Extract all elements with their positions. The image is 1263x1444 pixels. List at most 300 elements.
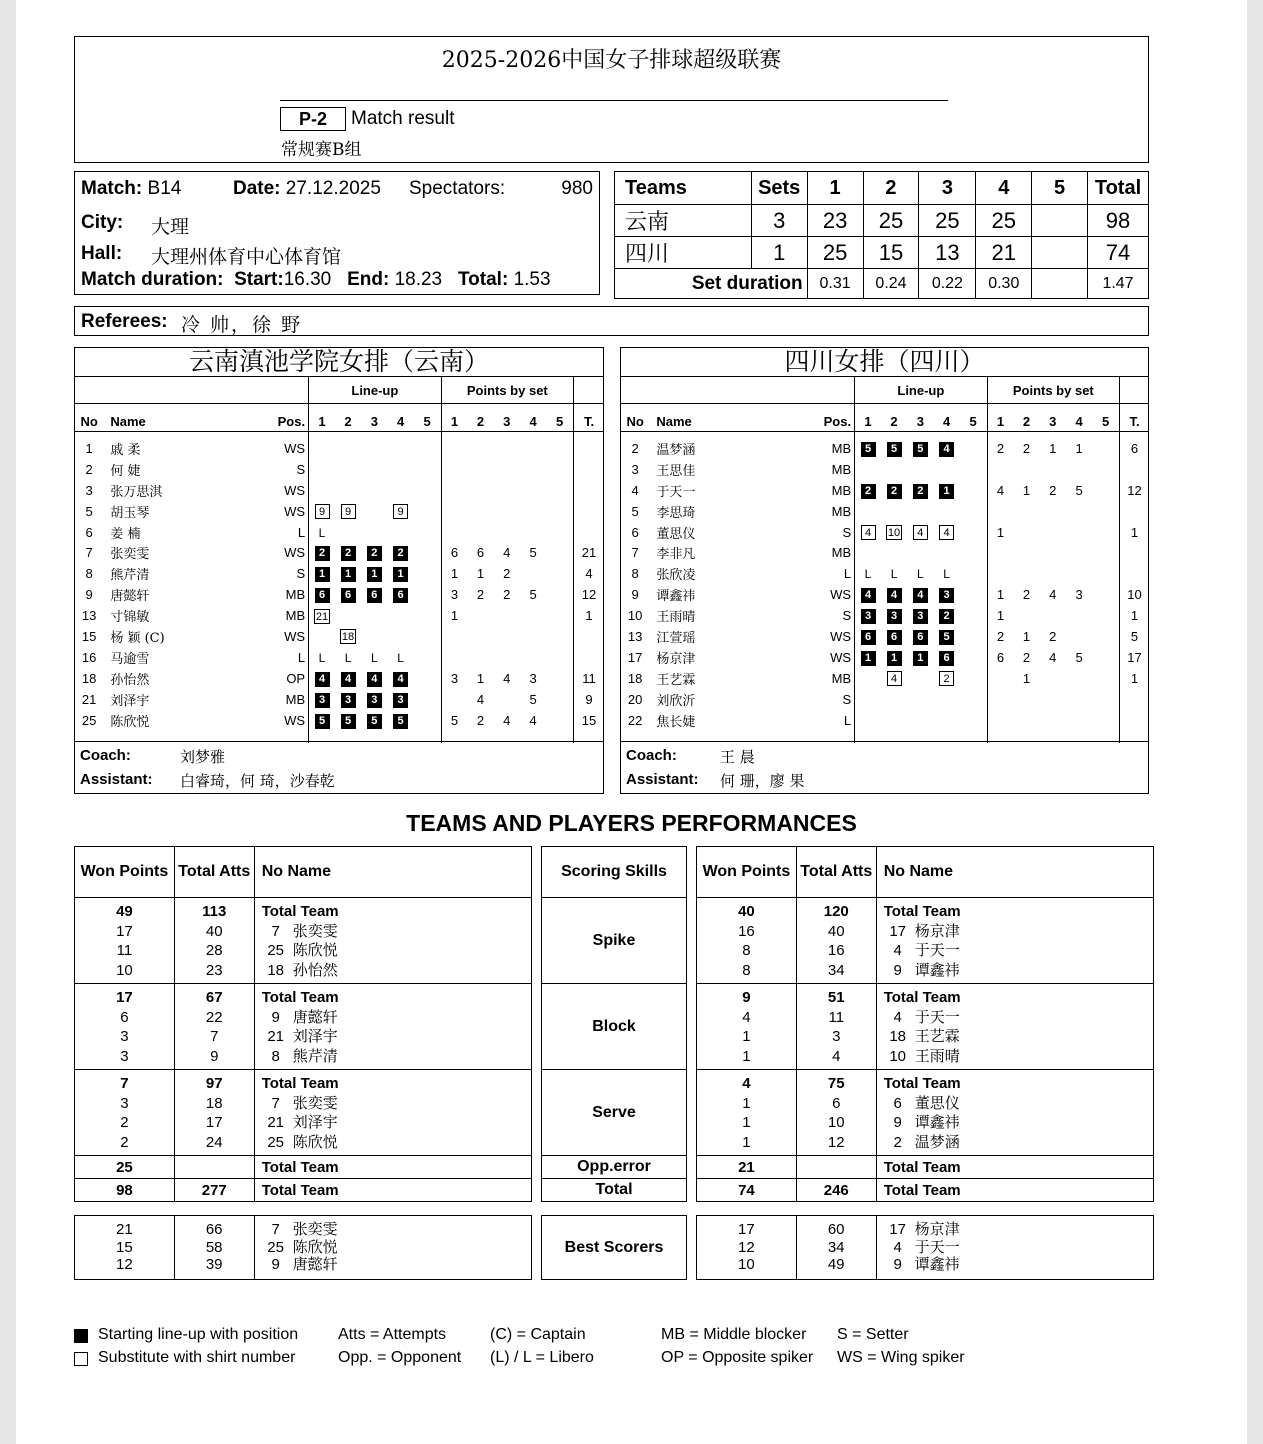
set-points: 2 xyxy=(987,626,1013,647)
player-row xyxy=(74,584,604,605)
player-name: 于天一 xyxy=(914,941,960,959)
set-points xyxy=(520,605,546,626)
set-points: 1 xyxy=(1022,670,1031,686)
player-entry xyxy=(262,1047,531,1067)
lineup-cell xyxy=(855,647,881,668)
player-row xyxy=(74,689,604,710)
starting-position-badge: 3 xyxy=(315,693,330,708)
player-position: S xyxy=(842,608,852,624)
lineup-cell xyxy=(907,563,933,584)
total-points xyxy=(574,647,604,668)
player-name: 唐懿轩 xyxy=(110,589,150,605)
won-points: 1 xyxy=(742,1094,751,1112)
total-atts: 6 xyxy=(832,1094,841,1112)
player-number: 7 xyxy=(271,1221,280,1238)
th-set5: 5 xyxy=(1032,172,1088,205)
lineup-cell xyxy=(855,626,881,647)
player-entry xyxy=(884,961,1153,981)
total-points xyxy=(1120,542,1149,563)
legend-atts: Atts = Attempts xyxy=(338,1326,447,1343)
set-points: 4 xyxy=(1049,649,1057,665)
player-name: 陈欣悦 xyxy=(110,714,150,730)
player-row xyxy=(620,563,1149,584)
total-atts: 7 xyxy=(210,1028,219,1045)
col-points-set: 5 xyxy=(1092,404,1119,432)
lineup-cell xyxy=(335,668,361,689)
set-points xyxy=(1040,710,1066,731)
set-points xyxy=(546,605,573,626)
set-points: 3 xyxy=(441,584,467,605)
player-position: L xyxy=(843,712,852,728)
player-position: L xyxy=(843,566,852,582)
doc-title: Match result xyxy=(351,108,455,129)
player-number: 25 xyxy=(267,1133,285,1151)
set-points: 4 xyxy=(503,670,511,686)
starting-position-badge: 1 xyxy=(887,651,902,666)
total-team-label: Total Team xyxy=(261,989,339,1006)
player-number: 4 xyxy=(893,942,902,959)
lineup-cell xyxy=(309,501,335,522)
lineup-cell xyxy=(387,584,413,605)
player-number: 9 xyxy=(271,1008,280,1026)
set-points: 5 xyxy=(529,545,537,561)
player-name: 王雨晴 xyxy=(656,610,696,626)
player-row xyxy=(74,542,604,563)
player-number: 9 xyxy=(631,587,639,603)
player-name: 姜 楠 xyxy=(110,526,141,542)
total-points xyxy=(574,459,604,480)
won-points: 8 xyxy=(742,942,751,959)
set-points xyxy=(987,668,1013,689)
total-points: 1 xyxy=(1120,668,1149,689)
player-name: 刘泽宇 xyxy=(292,1113,338,1131)
won-points: 7 xyxy=(120,1075,129,1092)
set-points xyxy=(987,710,1013,731)
won-points-header: Won Points xyxy=(697,847,797,898)
starting-position-badge: 2 xyxy=(367,546,382,561)
col-lineup-set: 2 xyxy=(335,404,361,432)
set-points xyxy=(546,522,573,543)
total-atts: 22 xyxy=(205,1008,223,1026)
best-total-atts: 58 xyxy=(205,1238,223,1256)
total-points: 1 xyxy=(1120,605,1149,626)
lineup-cell xyxy=(335,438,361,459)
set-points xyxy=(1092,438,1119,459)
set-points xyxy=(1066,542,1092,563)
set-points xyxy=(520,647,546,668)
player-name: 唐懿轩 xyxy=(292,1255,338,1273)
player-name: 张奕雯 xyxy=(292,921,338,940)
lineup-cell xyxy=(960,438,987,459)
player-name: 孙怡然 xyxy=(292,960,338,979)
lineup-cell xyxy=(309,563,335,584)
player-row xyxy=(620,438,1149,459)
won-points: 4 xyxy=(742,1075,751,1092)
lineup-cell xyxy=(414,647,441,668)
total-atts: 246 xyxy=(796,1179,876,1202)
player-position: WS xyxy=(284,503,306,519)
starting-position-badge: 6 xyxy=(861,630,876,645)
won-points: 40 xyxy=(738,903,755,920)
set-points xyxy=(987,689,1013,710)
total-points: 1 xyxy=(1120,522,1149,543)
score-table xyxy=(614,171,1149,299)
player-name: 孙怡然 xyxy=(110,672,150,688)
lineup-cell xyxy=(309,459,335,480)
lineup-cell xyxy=(881,563,907,584)
th-set2: 2 xyxy=(863,172,919,205)
player-number: 7 xyxy=(271,1094,280,1112)
player-name: 王艺霖 xyxy=(656,672,696,688)
set-points xyxy=(520,438,546,459)
team-a-performance xyxy=(74,846,532,1202)
player-row xyxy=(620,689,1149,710)
player-position: WS xyxy=(284,440,306,456)
set-points xyxy=(1092,605,1119,626)
player-name: 王艺霖 xyxy=(914,1027,960,1045)
match-info-box xyxy=(74,171,600,295)
lineup-cell xyxy=(907,689,933,710)
player-number: 2 xyxy=(631,440,639,456)
total-atts: 34 xyxy=(827,961,845,979)
won-points: 6 xyxy=(120,1008,129,1026)
referees-box xyxy=(74,306,1149,336)
starting-position-badge: 6 xyxy=(341,588,356,603)
set-points xyxy=(441,480,467,501)
col-pos: Pos. xyxy=(258,404,309,432)
lineup-cell xyxy=(387,542,413,563)
lineup-cell xyxy=(387,563,413,584)
total-points: 9 xyxy=(574,689,604,710)
substitute-badge: 2 xyxy=(939,671,954,686)
set-points xyxy=(494,459,520,480)
total-points: 17 xyxy=(1120,647,1149,668)
starting-position-badge: 4 xyxy=(367,672,382,687)
total-team-label: Total Team xyxy=(876,1179,1153,1202)
total-points: 6 xyxy=(1120,438,1149,459)
player-name: 刘泽宇 xyxy=(292,1027,338,1045)
player-position: S xyxy=(842,691,852,707)
starting-position-badge: 1 xyxy=(341,567,356,582)
team-b-roster xyxy=(620,377,1149,743)
player-row xyxy=(74,563,604,584)
total-atts: 9 xyxy=(210,1047,219,1065)
lineup-cell xyxy=(881,522,907,543)
lineup-cell xyxy=(335,584,361,605)
player-row xyxy=(620,522,1149,543)
roster-group-header xyxy=(74,377,604,404)
player-position: OP xyxy=(286,670,306,686)
player-name: 王思佳 xyxy=(656,463,696,479)
player-row xyxy=(620,542,1149,563)
player-number: 10 xyxy=(889,1047,907,1065)
libero-mark: L xyxy=(943,567,950,582)
total-atts: 113 xyxy=(202,903,227,920)
scoring-skills-header: Scoring Skills xyxy=(542,847,687,898)
team-b-performance xyxy=(696,846,1154,1202)
legend-mb: MB = Middle blocker xyxy=(661,1326,807,1343)
player-number: 9 xyxy=(893,1256,902,1273)
player-number: 2 xyxy=(893,1133,902,1151)
legend-white-square-icon xyxy=(74,1352,88,1366)
player-row xyxy=(74,459,604,480)
total-atts: 10 xyxy=(827,1114,845,1131)
best-total-atts: 66 xyxy=(205,1221,223,1238)
total-points xyxy=(574,626,604,647)
player-name: 王雨晴 xyxy=(914,1046,960,1065)
player-row xyxy=(74,626,604,647)
substitute-badge: 10 xyxy=(887,527,901,539)
total-points xyxy=(574,501,604,522)
lineup-cell xyxy=(387,501,413,522)
total-atts: 28 xyxy=(205,942,223,959)
set-points xyxy=(1013,522,1039,543)
won-points: 8 xyxy=(742,961,751,979)
set-points xyxy=(546,501,573,522)
set-points: 2 xyxy=(1049,482,1057,498)
player-row xyxy=(74,668,604,689)
legend-ws: WS = Wing spiker xyxy=(837,1349,965,1366)
player-row xyxy=(620,584,1149,605)
player-number: 6 xyxy=(85,524,93,540)
player-name: 熊芹清 xyxy=(292,1046,338,1065)
lineup-cell xyxy=(933,626,959,647)
player-entry xyxy=(262,1027,531,1047)
lineup-cell xyxy=(855,584,881,605)
starting-position-badge: 5 xyxy=(887,442,902,457)
player-name: 马逾雪 xyxy=(110,651,150,667)
set-points xyxy=(520,563,546,584)
starting-position-badge: 3 xyxy=(913,609,928,624)
player-entry xyxy=(884,1133,1153,1153)
player-position: S xyxy=(842,524,852,540)
lineup-cell xyxy=(335,689,361,710)
lineup-cell xyxy=(881,501,907,522)
skill-row xyxy=(75,984,532,1070)
total-atts: 97 xyxy=(205,1075,223,1092)
lineup-cell xyxy=(414,522,441,543)
col-lineup-set: 1 xyxy=(309,404,335,432)
won-points: 17 xyxy=(116,922,133,940)
player-number: 6 xyxy=(631,524,639,540)
col-name: Name xyxy=(104,404,258,432)
set-points xyxy=(1066,605,1092,626)
won-points: 11 xyxy=(116,942,133,959)
best-player xyxy=(262,1256,531,1274)
lineup-cell xyxy=(361,605,387,626)
player-name: 于天一 xyxy=(914,1237,960,1256)
starting-position-badge: 4 xyxy=(887,588,902,603)
total-atts-header: Total Atts xyxy=(796,847,876,898)
set-points xyxy=(520,501,546,522)
set-points xyxy=(987,542,1013,563)
total-points: 12 xyxy=(574,584,604,605)
total-team-label: Total Team xyxy=(254,1156,531,1179)
set-points: 3 xyxy=(1075,587,1083,603)
lineup-cell xyxy=(907,459,933,480)
lineup-cell xyxy=(387,438,413,459)
roster-column-header xyxy=(620,404,1149,432)
col-no: No xyxy=(620,404,650,432)
won-points: 3 xyxy=(120,1047,129,1065)
set-points xyxy=(1092,459,1119,480)
lineup-cell xyxy=(881,626,907,647)
set-points: 2 xyxy=(1022,587,1031,603)
lineup-cell xyxy=(309,689,335,710)
best-total-atts: 34 xyxy=(827,1238,845,1256)
lineup-cell xyxy=(933,542,959,563)
player-name: 杨京津 xyxy=(914,921,960,940)
lineup-cell xyxy=(881,605,907,626)
best-scorers-a xyxy=(74,1215,532,1280)
lineup-cell xyxy=(933,668,959,689)
player-number: 21 xyxy=(267,1028,285,1045)
player-name: 刘欣沂 xyxy=(656,693,696,709)
total-atts: 24 xyxy=(205,1133,223,1151)
libero-mark: L xyxy=(318,525,326,540)
roster-table xyxy=(620,377,1149,743)
set-points xyxy=(1040,563,1066,584)
col-points-set: 1 xyxy=(441,404,467,432)
starting-position-badge: 2 xyxy=(393,546,408,561)
best-won-points: 12 xyxy=(738,1238,755,1256)
total-atts: 40 xyxy=(205,922,223,940)
player-number: 13 xyxy=(627,628,643,644)
player-entry xyxy=(262,1113,531,1133)
set-points: 2 xyxy=(1049,628,1057,644)
player-position: WS xyxy=(284,545,306,561)
th-set3: 3 xyxy=(919,172,976,205)
player-name: 张奕雯 xyxy=(292,1093,338,1112)
date-line: Date: 27.12.2025 xyxy=(233,178,381,199)
player-number: 8 xyxy=(271,1047,280,1065)
player-row xyxy=(620,668,1149,689)
lineup-cell xyxy=(960,459,987,480)
city-label: City: xyxy=(81,212,124,233)
set-points: 2 xyxy=(1022,440,1031,456)
set-points xyxy=(494,605,520,626)
set-points xyxy=(1013,542,1039,563)
total-team-label: Total Team xyxy=(261,903,339,920)
set-points: 6 xyxy=(441,542,467,563)
player-number: 17 xyxy=(889,922,907,940)
player-name: 杨 颖 (C) xyxy=(110,630,165,646)
set-points xyxy=(1092,668,1119,689)
starting-position-badge: 2 xyxy=(887,484,902,499)
libero-mark: L xyxy=(916,567,924,582)
set-points xyxy=(987,563,1013,584)
opp-error-row xyxy=(697,1156,1154,1179)
substitute-badge: 4 xyxy=(861,525,876,540)
col-name: Name xyxy=(650,404,804,432)
player-name: 于天一 xyxy=(914,1007,960,1026)
skill-label: Serve xyxy=(542,1070,687,1156)
lineup-cell xyxy=(387,605,413,626)
total-atts-header: Total Atts xyxy=(174,847,254,898)
player-row xyxy=(620,459,1149,480)
set-points xyxy=(441,522,467,543)
player-position: S xyxy=(296,566,306,582)
best-scorers-label: Best Scorers xyxy=(542,1216,687,1280)
lineup-cell xyxy=(855,689,881,710)
starting-position-badge: 3 xyxy=(341,693,356,708)
set-points: 4 xyxy=(476,691,485,707)
best-scorers-label-table xyxy=(541,1215,687,1280)
lineup-cell xyxy=(933,459,959,480)
lineup-cell xyxy=(960,522,987,543)
lineup-cell xyxy=(361,647,387,668)
set-points xyxy=(1092,710,1119,731)
player-row xyxy=(74,605,604,626)
lineup-cell xyxy=(960,501,987,522)
total-won: 74 xyxy=(697,1179,797,1202)
won-points: 49 xyxy=(116,903,133,920)
set-points xyxy=(520,626,546,647)
lineup-cell xyxy=(907,438,933,459)
total-atts: 17 xyxy=(205,1114,223,1131)
lineup-cell xyxy=(414,563,441,584)
set-points xyxy=(441,459,467,480)
player-entry xyxy=(884,941,1153,961)
player-name: 谭鑫祎 xyxy=(914,1113,960,1131)
lineup-cell xyxy=(855,438,881,459)
player-name: 张欣凌 xyxy=(656,568,696,584)
skill-label: Block xyxy=(542,984,687,1070)
lineup-cell xyxy=(335,647,361,668)
total-row xyxy=(697,1179,1154,1202)
team-a-title: 云南滇池学院女排（云南） xyxy=(74,347,604,377)
set-points xyxy=(1066,563,1092,584)
won-points: 1 xyxy=(742,1047,751,1065)
player-position: MB xyxy=(831,482,852,498)
total-atts: 11 xyxy=(828,1008,845,1026)
player-entry xyxy=(884,1094,1153,1114)
skill-row xyxy=(697,984,1154,1070)
lineup-cell xyxy=(414,501,441,522)
player-entry xyxy=(262,1008,531,1028)
set-points: 1 xyxy=(1075,440,1083,456)
player-position: L xyxy=(297,649,306,665)
player-name: 谭鑫祎 xyxy=(914,960,960,979)
starting-position-badge: 5 xyxy=(861,442,876,457)
lineup-cell xyxy=(907,710,933,731)
player-number: 21 xyxy=(267,1114,285,1131)
player-number: 5 xyxy=(631,503,639,519)
set-points xyxy=(1092,647,1119,668)
total-atts: 120 xyxy=(823,903,849,920)
skill-label: Spike xyxy=(542,898,687,984)
player-entry xyxy=(884,922,1153,942)
starting-position-badge: 4 xyxy=(341,672,356,687)
lineup-cell xyxy=(361,522,387,543)
player-name: 张万思淇 xyxy=(110,484,163,500)
th-sets: Sets xyxy=(751,172,807,205)
best-total-atts: 60 xyxy=(827,1221,845,1238)
total-row xyxy=(75,1179,532,1202)
set-points: 3 xyxy=(441,668,467,689)
set-points: 1 xyxy=(476,670,485,686)
won-points: 2 xyxy=(120,1114,129,1131)
total-team-label: Total Team xyxy=(876,1156,1153,1179)
set-points: 1 xyxy=(987,584,1013,605)
player-position: MB xyxy=(831,670,852,686)
set-points xyxy=(1066,459,1092,480)
total-points xyxy=(1120,459,1149,480)
player-name: 熊芹清 xyxy=(110,568,150,584)
col-no: No xyxy=(74,404,104,432)
lineup-cell xyxy=(414,480,441,501)
substitute-badge: 21 xyxy=(315,610,329,623)
